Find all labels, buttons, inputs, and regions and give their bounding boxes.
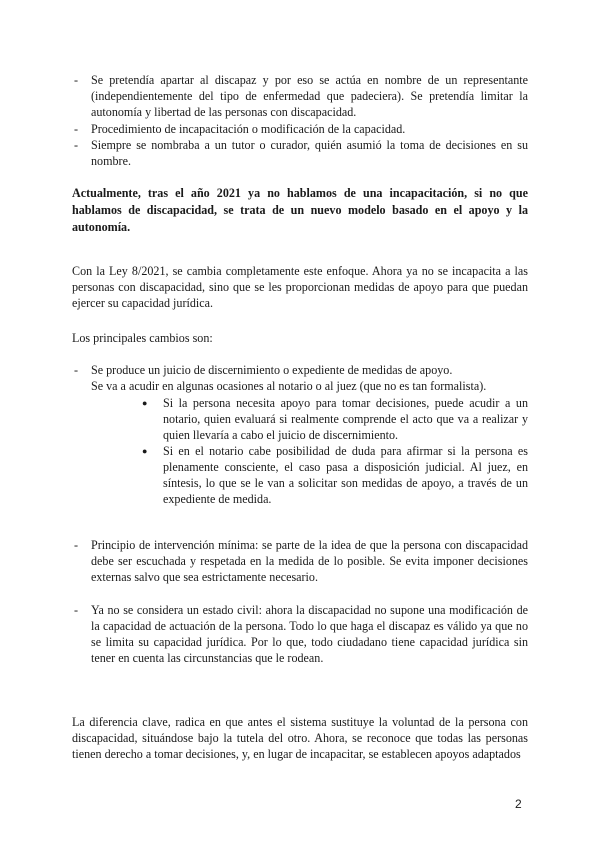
dash-marker: - xyxy=(74,73,79,87)
bold-paragraph: Actualmente, tras el año 2021 ya no hablamos de una incapacitación, si no que hablamos de discapacidad, se trata de un nuevo modelo basado en el apoyo y la autonomía. xyxy=(72,186,528,234)
ley-paragraph: Con la Ley 8/2021, se cambia completamente este enfoque. Ahora ya no se incapacita a las personas con discapacidad, sino que se les proporcionan medidas de apoyo para que puedan ejercer su capacidad jurídica. xyxy=(72,264,528,310)
cambio1-line2: Se va a acudir en algunas ocasiones al notario o al juez (que no es tan formalista). xyxy=(91,379,487,393)
list-item xyxy=(74,72,528,120)
cambios-intro: Los principales cambios son: xyxy=(72,331,213,345)
dash-marker: - xyxy=(74,122,79,136)
bullet-text: Si la persona necesita apoyo para tomar decisiones, puede acudir a un notario, quien evaluará si realmente comprende el acto que va a realizar y quien llevaría a cabo el juicio de discernimiento. xyxy=(163,396,528,442)
bullet-marker: ● xyxy=(142,446,148,456)
dash-marker: - xyxy=(74,138,79,152)
bullet-text: Si en el notario cabe posibilidad de duda para afirmar si la persona es plenamente consciente, el caso pasa a disposición judicial. Al juez, en síntesis, lo que se le van a solicitar son medidas de apoyo, a través de un expediente de medida. xyxy=(163,444,528,506)
dash-marker: - xyxy=(74,538,79,552)
list-item xyxy=(74,137,528,169)
dash-marker: - xyxy=(74,603,79,617)
list-item xyxy=(74,121,528,137)
list-item-cambio1 xyxy=(74,362,528,394)
cambio1-line1: Se produce un juicio de discernimiento o expediente de medidas de apoyo. xyxy=(91,363,453,377)
list-item-cambio2 xyxy=(74,537,528,585)
bullet-marker: ● xyxy=(142,398,148,408)
final-paragraph: La diferencia clave, radica en que antes el sistema sustituye la voluntad de la persona con discapacidad, situándose bajo la tutela del otro. Ahora, se reconoce que todas las personas tienen derecho a tomar decisiones, y, en lugar de incapacitar, se establecen apoyos adaptados xyxy=(72,715,528,761)
cambio3-text: Ya no se considera un estado civil: ahora la discapacidad no supone una modificación de la capacidad de actuación de la persona. Todo lo que haga el discapaz es válido ya que no se limita su capacidad jurídica. Por lo que, todo ciudadano tiene capacidad jurídica sin tener en cuenta las circunstancias que le rodean. xyxy=(91,603,528,665)
list-item-text: Procedimiento de incapacitación o modificación de la capacidad. xyxy=(91,122,406,136)
list-item-text: Se pretendía apartar al discapaz y por eso se actúa en nombre de un representante (independientemente del tipo de enfermedad que padeciera). Se pretendía limitar la autonomía y libertad de las personas con discapacidad. xyxy=(91,73,528,119)
list-item-text: Siempre se nombraba a un tutor o curador, quién asumió la toma de decisiones en su nombre. xyxy=(91,138,528,168)
cambio2-text: Principio de intervención mínima: se parte de la idea de que la persona con discapacidad debe ser escuchada y respetada en la medida de lo posible. Se evita imponer decisiones externas salvo que sea estrictamente necesario. xyxy=(91,538,528,584)
page-number: 2 xyxy=(515,797,522,811)
bullet-item xyxy=(142,443,528,507)
dash-marker: - xyxy=(74,363,79,377)
bullet-item xyxy=(142,395,528,443)
list-item-cambio3 xyxy=(74,602,528,666)
